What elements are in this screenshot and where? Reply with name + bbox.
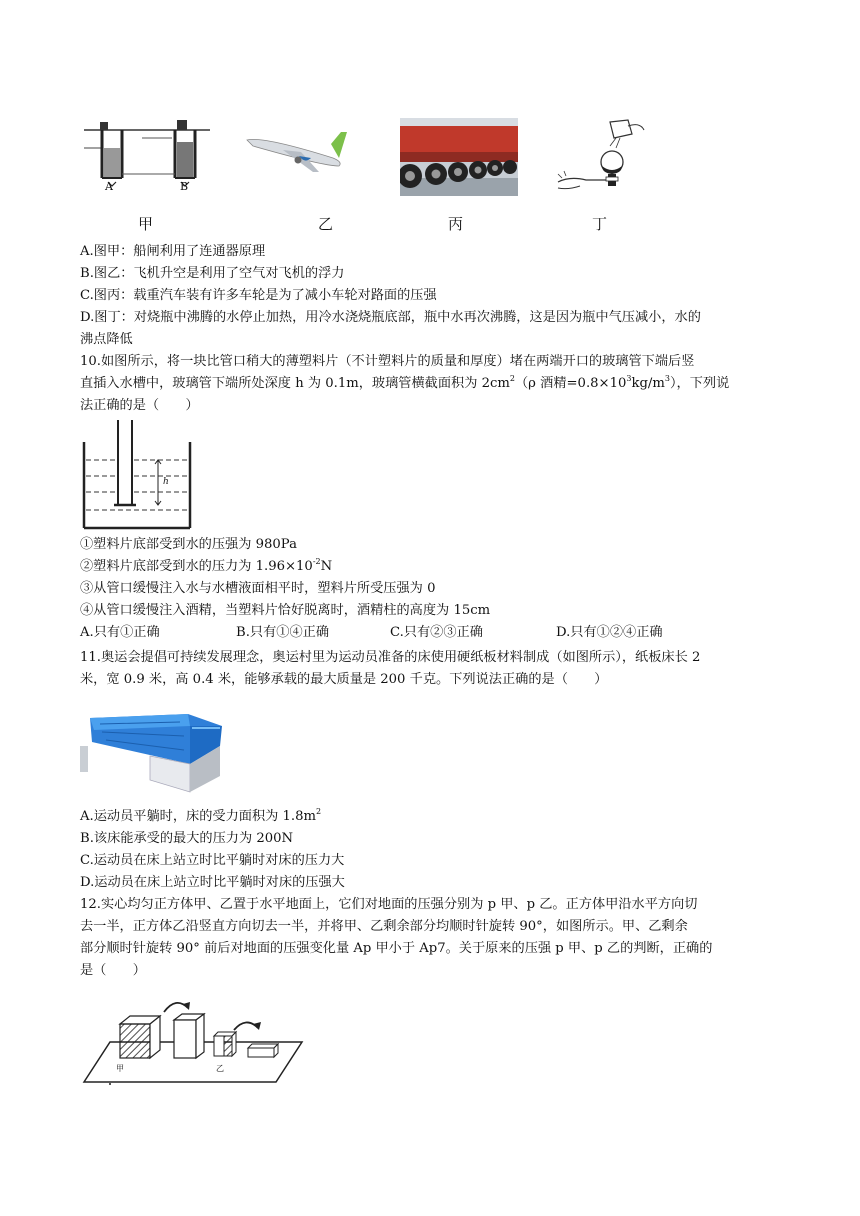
q11-option-c: C.运动员在床上站立时比平躺时对床的压力大 — [80, 853, 345, 868]
figure-label-yi: 乙 — [216, 1064, 224, 1073]
q11-option-d: D.运动员在床上站立时比平躺时对床的压强大 — [80, 875, 345, 890]
lock-label-b: B — [180, 180, 189, 193]
q9-option-b: B.图乙：飞机升空是利用了空气对飞机的浮力 — [80, 266, 345, 281]
q10-choice-d: D.只有①②④正确 — [556, 625, 663, 640]
q12-stem-line-1: 12.实心均匀正方体甲、乙置于水平地面上，它们对地面的压强分别为 p 甲、p 乙。正方体甲沿水平方向切 — [80, 897, 698, 912]
figure-airplane — [243, 128, 353, 178]
q10-stem-2c: kg/m — [631, 376, 665, 391]
q9-option-d: D.图丁：对烧瓶中沸腾的水停止加热，用冷水浇烧瓶底部，瓶中水再次沸腾，这是因为瓶中气压减小，水的 — [80, 310, 701, 325]
q10-statement-2-exponent: -2 — [312, 557, 321, 566]
q10-stem-line-3: 法正确的是（ ） — [80, 398, 199, 413]
q10-unit-exponent: 3 — [664, 374, 670, 383]
figure-cubes-on-ground — [80, 990, 305, 1088]
q10-stem-2d: ），下列说 — [669, 376, 730, 391]
figure-boiling-flask — [550, 118, 650, 198]
figure-heavy-truck — [400, 118, 518, 196]
q10-statement-2-text: ②塑料片底部受到水的压力为 1.96×10 — [80, 559, 313, 574]
q12-stem-line-3: 部分顺时针旋转 90° 前后对地面的压强变化量 Ap 甲小于 Ap7。关于原来的压强 p 甲、p 乙的判断，正确的 — [80, 941, 713, 956]
q11-option-b: B.该床能承受的最大的压力为 200N — [80, 831, 294, 846]
figure-glass-tube-tank — [82, 418, 194, 530]
q11-option-a-text: A.运动员平躺时，床的受力面积为 1.8m — [80, 809, 317, 824]
caption-yi: 乙 — [318, 215, 334, 233]
figure-label-jia: 甲 — [116, 1064, 124, 1073]
q11-stem-line-2: 米，宽 0.9 米，高 0.4 米，能够承载的最大质量是 200 千克。下列说法正确的是（ ） — [80, 672, 608, 687]
q12-stem-line-2: 去一半，正方体乙沿竖直方向切去一半，并将甲、乙剩余部分均顺时针旋转 90°，如图所示。甲、乙剩余 — [80, 919, 688, 934]
q10-choice-c: C.只有②③正确 — [390, 625, 483, 640]
figure-cardboard-bed — [80, 706, 225, 796]
q10-statement-2 — [80, 558, 332, 576]
caption-jia: 甲 — [138, 215, 154, 233]
q10-statement-2-unit: N — [320, 559, 333, 574]
q10-choice-a: A.只有①正确 — [80, 625, 160, 640]
q10-density-exponent: 3 — [626, 374, 632, 383]
q12-stem-line-4: 是（ ） — [80, 963, 146, 978]
q11-stem-line-1: 11.奥运会提倡可持续发展理念，奥运村里为运动员准备的床使用硬纸板材料制成（如图所示），纸板床长 2 — [80, 650, 701, 665]
q9-option-a: A.图甲：船闸利用了连通器原理 — [80, 244, 266, 259]
q11-option-a — [80, 808, 321, 826]
q11-option-a-exponent: 2 — [316, 807, 322, 816]
figure-depth-label: h — [163, 477, 169, 487]
q10-statement-4: ④从管口缓慢注入酒精，当塑料片恰好脱离时，酒精柱的高度为 15cm — [80, 603, 491, 618]
q10-statement-3: ③从管口缓慢注入水与水槽液面相平时，塑料片所受压强为 0 — [80, 581, 436, 596]
caption-ding: 丁 — [592, 215, 608, 233]
figure-ship-lock — [82, 118, 212, 198]
q10-stem-line-2 — [80, 375, 729, 393]
q10-area-exponent: 2 — [509, 374, 515, 383]
q10-stem-line-1: 10.如图所示，将一块比管口稍大的薄塑料片（不计塑料片的质量和厚度）堵在两端开口的玻璃管下端后竖 — [80, 354, 695, 369]
q10-statement-1: ①塑料片底部受到水的压强为 980Pa — [80, 537, 297, 552]
q10-stem-2a: 直插入水槽中，玻璃管下端所处深度 h 为 0.1m，玻璃管横截面积为 2cm — [80, 376, 510, 391]
q9-option-c: C.图丙：载重汽车装有许多车轮是为了减小车轮对路面的压强 — [80, 288, 437, 303]
q10-stem-2b: （ρ 酒精=0.8×10 — [515, 376, 627, 391]
caption-bing: 丙 — [448, 215, 464, 233]
q9-option-d-cont: 沸点降低 — [80, 332, 133, 347]
lock-label-a: A — [105, 180, 113, 193]
q10-choice-b: B.只有①④正确 — [236, 625, 330, 640]
